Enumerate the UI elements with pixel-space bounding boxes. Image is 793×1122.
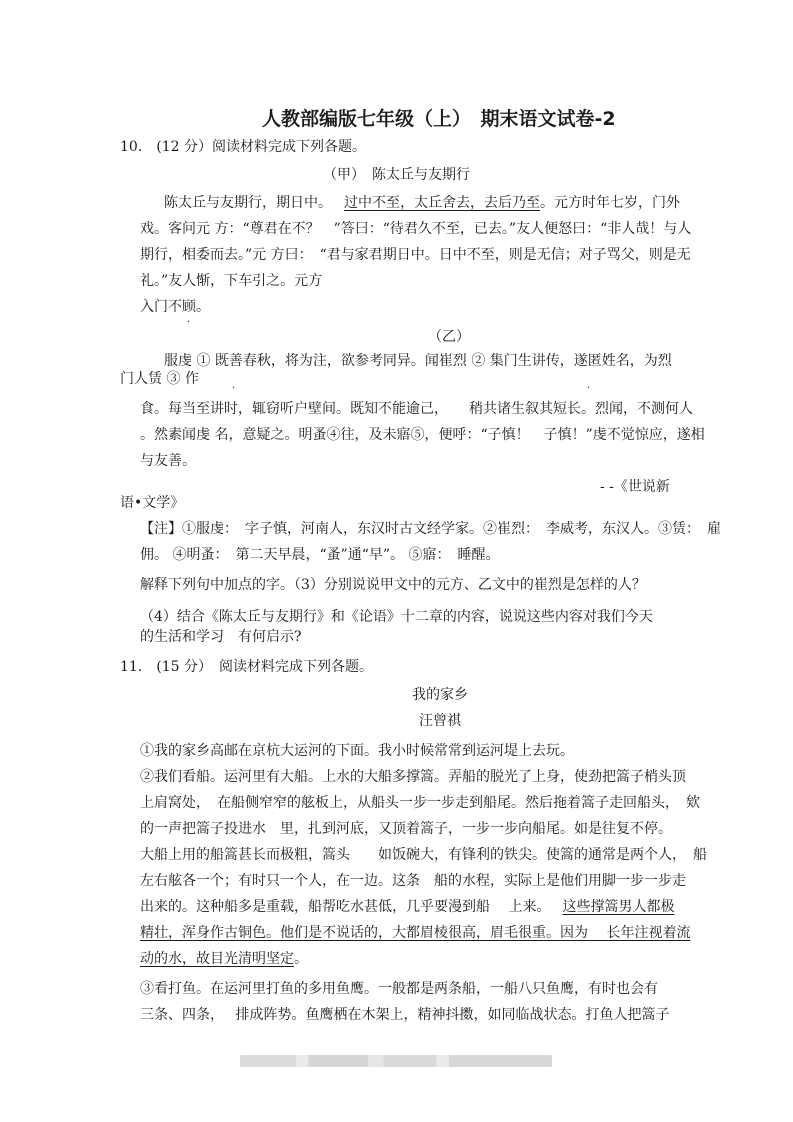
q11-author: 汪曾祺 <box>419 713 461 729</box>
q10-yi-title: （乙） <box>428 329 470 345</box>
q10-jia-line-3: 期行，相委而去。”元 方曰： “君与家君期日中。日中不至，则是无信；对子骂父，则是无 <box>140 247 691 263</box>
q11-underlined: 动的水，故目光清明坚定 <box>140 951 294 967</box>
q10-jia-title: （甲） 陈太丘与友期行 <box>323 167 470 183</box>
q11-p2-line-6 <box>140 898 674 916</box>
q11-underlined: 这些撑篙男人都极 <box>562 899 675 915</box>
q11-p2-line-4: 大船上用的船篙甚长而极粗，篙头 如饭碗大，有锋利的铁尖。使篙的通常是两个人， 船 <box>140 847 707 863</box>
q10-jia-line-1 <box>164 194 680 212</box>
q10-yi-line-3: 食。每当至讲时，辄窃听户壁间。既知不能逾己， 稍共诸生叙其短长。烈闻，不测何人 <box>140 401 693 417</box>
q11-header: 11. (15 分） 阅读材料完成下列各题。 <box>120 659 373 675</box>
q10-jia-underlined: 过中不至，太丘舍去，去后乃至 <box>344 195 540 211</box>
q10-task-line-3: 的生活和学习 有何启示? <box>140 629 302 645</box>
q11-title: 我的家乡 <box>412 687 468 703</box>
q10-jia-line-5: 入门不顾。 <box>140 299 210 315</box>
emphasis-dot: · <box>187 317 191 328</box>
q11-p2-line-2: 上肩窝处， 在船侧窄窄的舷板上，从船头一步一步走到船尾。然后拖着篙子走回船头， 欸 <box>140 795 700 811</box>
q10-note-line-1: 【注】①服虔： 字子慎，河南人，东汉时古文经学家。②崔烈： 李威考，东汉人。③赁： 雇 <box>140 521 721 537</box>
blurred-footer-watermark <box>240 1055 552 1067</box>
q11-p2-line-8 <box>140 950 308 968</box>
q10-source-cont: 语•文学》 <box>120 495 185 511</box>
q11-p2-line-3: 的一声把篙子投进水 里，扎到河底，又顶着篙子，一步一步向船尾。如是往复不停。 <box>140 821 672 837</box>
q10-jia-line-4: 礼。”友人惭，下车引之。元方 <box>140 273 323 289</box>
q11-paragraph-1: ①我的家乡高邮在京杭大运河的下面。我小时候常常到运河堤上去玩。 <box>140 743 574 759</box>
q10-yi-line-5: 与友善。 <box>140 453 196 469</box>
q10-yi-line-1: 服虔 ① 既善春秋，将为注，欲参考同异。闻崔烈 ② 集门生讲传，遂匿姓名，为烈 <box>164 353 672 369</box>
q10-yi-line-4: 。然素闻虔 名，意疑之。明蚤④往，及未寤⑤，便呼：“子慎！ 子慎！”虔不觉惊应，遂相 <box>140 427 705 443</box>
q10-source: - -《世说新 <box>600 479 670 495</box>
q11-p2-line-5: 左右舷各一个；有时只一个人，在一边。这条 船的水程，实际上是他们用脚一步一步走 <box>140 873 686 889</box>
q11-text: 。 <box>294 951 308 967</box>
q11-p2-line-1: ②我们看船。运河里有大船。上水的大船多撑篙。弄船的脱光了上身，使劲把篙子梢头顶 <box>140 769 686 785</box>
page-title: 人教部编版七年级（上） 期末语文试卷-2 <box>262 108 616 130</box>
emphasis-dot: · <box>232 383 236 394</box>
q11-p2-line-7: 精壮，浑身作古铜色。他们是不说话的，大都眉棱很高，眉毛很重。因为 长年注视着流 <box>140 925 691 941</box>
q11-p3-line-1: ③看打鱼。在运河里打鱼的多用鱼鹰。一般都是两条船，一船八只鱼鹰，有时也会有 <box>140 981 658 997</box>
q10-jia-line-2: 戏。客问元 方：“尊君在不？ ”答曰：“待君久不至，已去。”友人便怒曰：“非人哉！与人 <box>140 221 692 237</box>
q10-task-line-1: 解释下列句中加点的字。（3）分别说说甲文中的元方、乙文中的崔烈是怎样的人？ <box>140 577 646 593</box>
q10-yi-line-2: 门人赁 ③ 作 <box>120 371 199 387</box>
q10-task-line-2: （4）结合《陈太丘与友期行》和《论语》十二章的内容，说说这些内容对我们今天 <box>140 609 653 625</box>
q11-p3-line-2: 三条、四条， 排成阵势。鱼鹰栖在木架上，精神抖擞，如同临战状态。打鱼人把篙子 <box>140 1007 670 1023</box>
q11-text: 出来的。这种船多是重载，船帮吃水甚低，几乎要漫到船 上来。 <box>140 899 551 915</box>
q10-header: 10. (12 分）阅读材料完成下列各题。 <box>120 139 366 155</box>
q10-jia-text: 陈太丘与友期行，期日中。 <box>164 195 332 211</box>
q10-jia-text: 。元方时年七岁，门外 <box>540 195 680 211</box>
emphasis-dot: · <box>587 383 591 394</box>
q10-note-line-2: 佣。 ④明蚤： 第二天早晨，“蚤”通“早”。 ⑤寤： 睡醒。 <box>140 547 500 563</box>
